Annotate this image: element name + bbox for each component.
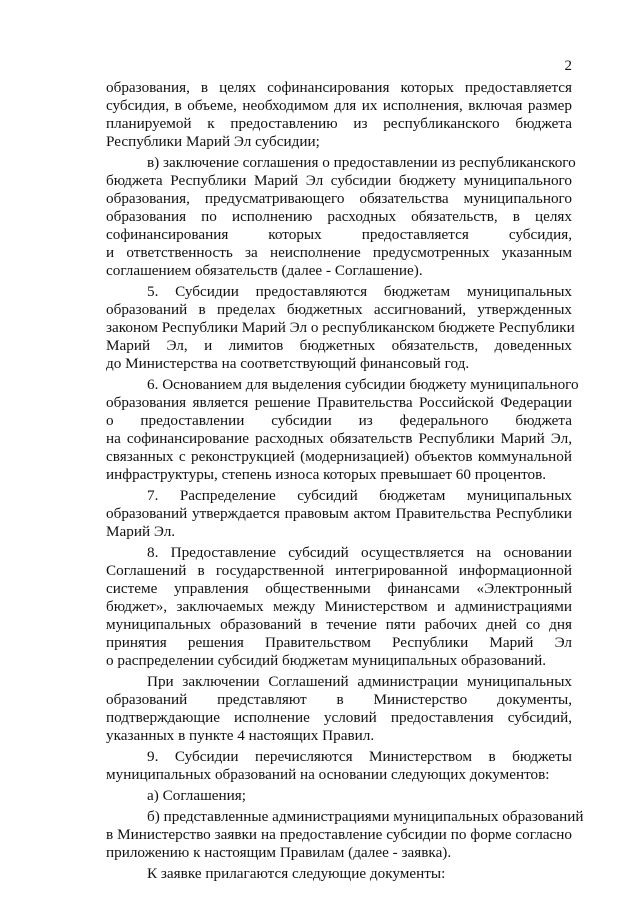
text-line: образования по исполнению расходных обязательств, в целях: [106, 208, 572, 225]
page-number: 2: [564, 58, 572, 74]
text-line: в) заключение соглашения о предоставлении из республиканского: [147, 154, 576, 171]
text-line: соглашением обязательств (далее - Соглашение).: [106, 262, 423, 279]
text-line: системе управления общественными финансами «Электронный: [106, 580, 572, 597]
text-line: Марий Эл.: [106, 523, 176, 540]
text-line: 9. Субсидии перечисляются Министерством в бюджеты: [147, 748, 572, 765]
text-line: Марий Эл, и лимитов бюджетных обязательств, доведенных: [106, 337, 572, 354]
text-line: приложению к настоящим Правилам (далее - заявка).: [106, 844, 452, 861]
text-line: софинансирования которых предоставляется субсидия,: [106, 226, 572, 243]
text-line: о распределении субсидий бюджетам муниципальных образований.: [106, 652, 547, 669]
text-line: муниципальных образований в течение пяти рабочих дней со дня: [106, 616, 572, 633]
text-line: подтверждающие исполнение условий предоставления субсидий,: [106, 709, 572, 726]
text-line: муниципальных образований на основании следующих документов:: [106, 766, 550, 783]
text-line: Республики Марий Эл субсидии;: [106, 133, 320, 150]
paragraph: [106, 283, 575, 373]
paragraph: [106, 787, 572, 805]
paragraph: [106, 79, 572, 151]
text-line: При заключении Соглашений администрации муниципальных: [147, 673, 572, 690]
text-line: законом Республики Марий Эл о республиканском бюджете Республики: [106, 319, 575, 336]
text-line: 8. Предоставление субсидий осуществляется на основании: [147, 544, 572, 561]
text-line: в Министерство заявки на предоставление субсидии по форме согласно: [106, 826, 572, 843]
text-line: образования, в целях софинансирования которых предоставляется: [106, 79, 572, 96]
text-line: и ответственность за неисполнение предусмотренных указанным: [106, 244, 572, 261]
text-line: бюджета Республики Марий Эл субсидии бюджету муниципального: [106, 172, 572, 189]
paragraph: [106, 808, 584, 862]
text-line: К заявке прилагаются следующие документы:: [147, 865, 446, 882]
paragraph: [106, 544, 572, 670]
text-line: указанных в пункте 4 настоящих Правил.: [106, 727, 375, 744]
text-line: о предоставлении субсидии из федерального бюджета: [106, 412, 572, 429]
text-line: планируемой к предоставлению из республиканского бюджета: [106, 115, 572, 132]
paragraph: [106, 865, 572, 883]
text-line: образований представляют в Министерство документы,: [106, 691, 572, 708]
text-line: образования является решение Правительства Российской Федерации: [106, 394, 572, 411]
paragraph: [106, 376, 579, 484]
text-line: а) Соглашения;: [147, 787, 246, 804]
text-line: б) представленные администрациями муниципальных образований: [147, 808, 584, 825]
text-line: бюджет», заключаемых между Министерством и администрациями: [106, 598, 572, 615]
text-line: образований утверждается правовым актом Правительства Республики: [106, 505, 572, 522]
text-line: 5. Субсидии предоставляются бюджетам муниципальных: [147, 283, 572, 300]
text-line: до Министерства на соответствующий финансовый год.: [106, 355, 470, 372]
paragraph: [106, 748, 572, 784]
text-line: 7. Распределение субсидий бюджетам муниципальных: [147, 487, 572, 504]
text-line: субсидия, в объеме, необходимом для их исполнения, включая размер: [106, 97, 572, 114]
text-line: Соглашений в государственной интегрированной информационной: [106, 562, 572, 579]
paragraph: [106, 154, 576, 280]
text-line: связанных с реконструкцией (модернизацией) объектов коммунальной: [106, 448, 572, 465]
paragraph: [106, 487, 572, 541]
text-line: образований в пределах бюджетных ассигнований, утвержденных: [106, 301, 572, 318]
paragraph: [106, 673, 572, 745]
document-body: [106, 79, 584, 883]
text-line: инфраструктуры, степень износа которых превышает 60 процентов.: [106, 466, 547, 483]
text-line: на софинансирование расходных обязательств Республики Марий Эл,: [106, 430, 572, 447]
text-line: 6. Основанием для выделения субсидии бюджету муниципального: [147, 376, 579, 393]
text-line: образования, предусматривающего обязательства муниципального: [106, 190, 572, 207]
text-line: принятия решения Правительством Республики Марий Эл: [106, 634, 572, 651]
